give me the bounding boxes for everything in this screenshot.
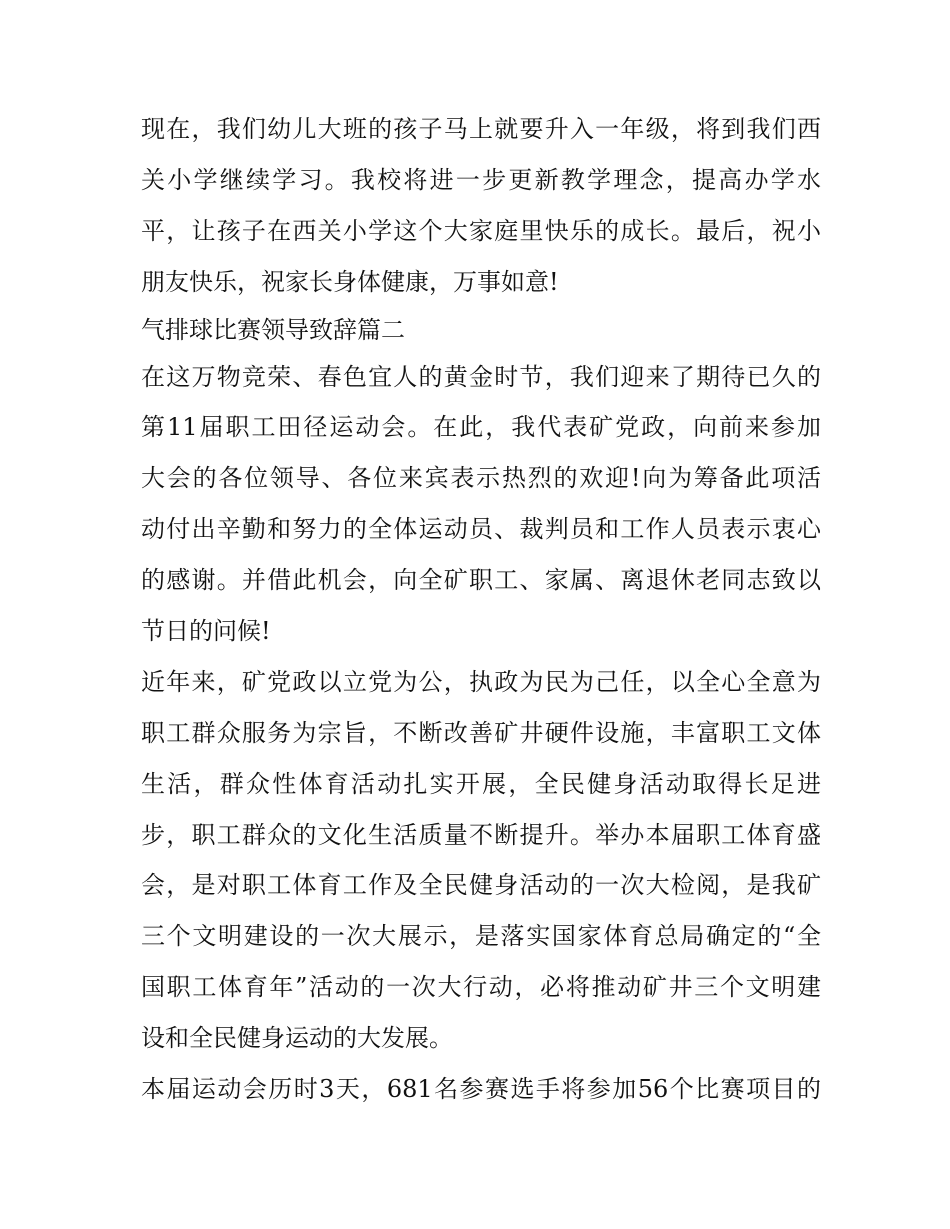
text-line: 现在，我们幼儿大班的孩子马上就要升入一年级，将到我们西: [141, 115, 821, 143]
paragraph-schedule: [141, 1064, 821, 1115]
text-line: 生活，群众性体育活动扎实开展，全民健身活动取得长足进: [141, 769, 821, 798]
text-line: 节日的问候!: [141, 617, 271, 646]
heading-text: 气排球比赛领导致辞篇二: [141, 315, 405, 344]
text-line: 国职工体育年”活动的一次大行动，必将推动矿井三个文明建: [141, 973, 821, 1002]
text-line: 设和全民健身运动的大发展。: [141, 1024, 453, 1053]
paragraph-welcome: [141, 352, 821, 657]
text-line: 第11届职工田径运动会。在此，我代表矿党政，向前来参加: [141, 413, 821, 442]
text-line: 的感谢。并借此机会，向全矿职工、家属、离退休老同志致以: [141, 566, 821, 595]
text-line: 在这万物竞荣、春色宜人的黄金时节，我们迎来了期待已久的: [141, 362, 821, 391]
document-body: [141, 104, 821, 1115]
text-line: 近年来，矿党政以立党为公，执政为民为己任，以全心全意为: [141, 667, 821, 696]
text-line: 朋友快乐，祝家长身体健康，万事如意!: [141, 267, 559, 296]
text-line: 步，职工群众的文化生活质量不断提升。举办本届职工体育盛: [141, 820, 821, 849]
text-line: 本届运动会历时3天，681名参赛选手将参加56个比赛项目的: [141, 1075, 821, 1104]
text-line: 职工群众服务为宗旨，不断改善矿井硬件设施，丰富职工文体: [141, 718, 821, 747]
section-heading: [141, 308, 821, 352]
text-line: 关小学继续学习。我校将进一步更新教学理念，提高办学水: [141, 165, 821, 194]
paragraph-achievements: [141, 657, 821, 1064]
paragraph-closing: [141, 104, 821, 308]
text-line: 会，是对职工体育工作及全民健身活动的一次大检阅，是我矿: [141, 871, 821, 900]
text-line: 平，让孩子在西关小学这个大家庭里快乐的成长。最后，祝小: [141, 216, 821, 245]
text-line: 动付出辛勤和努力的全体运动员、裁判员和工作人员表示衷心: [141, 515, 821, 544]
text-line: 大会的各位领导、各位来宾表示热烈的欢迎!向为筹备此项活: [141, 464, 821, 493]
text-line: 三个文明建设的一次大展示，是落实国家体育总局确定的“全: [141, 922, 821, 951]
